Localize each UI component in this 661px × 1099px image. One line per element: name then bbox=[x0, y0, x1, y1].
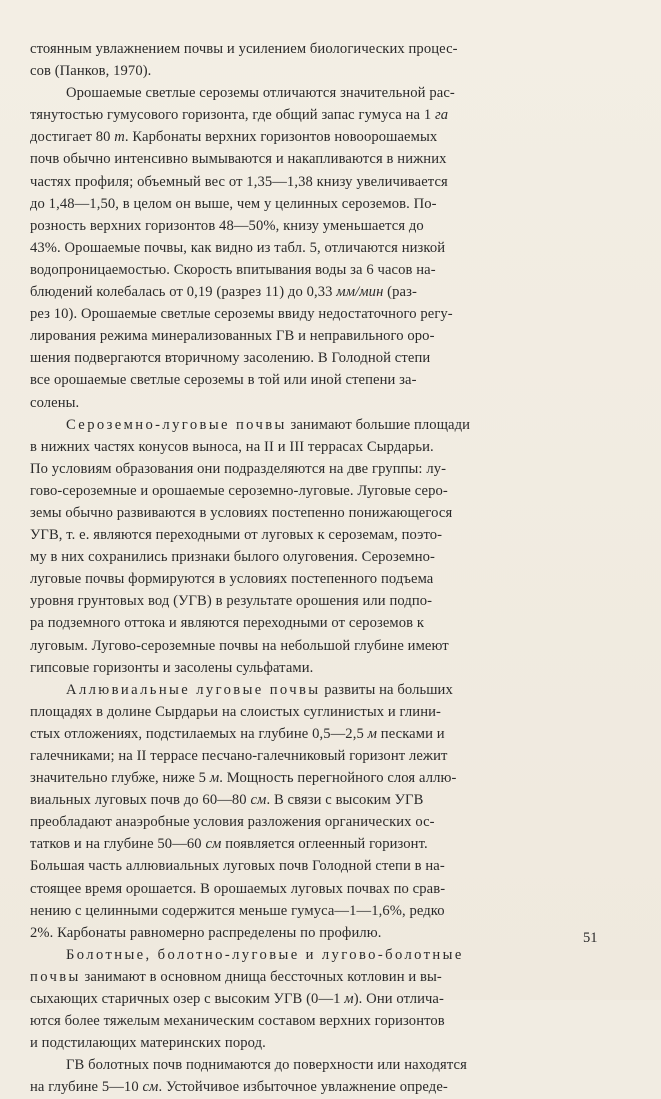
text-line bbox=[30, 82, 598, 104]
unit-italic: мм/мин bbox=[336, 284, 384, 301]
text-line bbox=[30, 281, 598, 303]
text-segment: песками и bbox=[377, 725, 445, 742]
text-line bbox=[30, 347, 598, 369]
text-line bbox=[30, 789, 598, 811]
text-segment: и подстилающих материнских пород. bbox=[30, 1035, 266, 1052]
text-segment: до 1,48—1,50, в целом он выше, чем у целинных сероземов. По- bbox=[30, 195, 437, 212]
text-segment: Орошаемые светлые сероземы отличаются значительной рас- bbox=[66, 85, 455, 102]
text-line bbox=[30, 524, 598, 546]
text-segment: развиты на больших bbox=[320, 681, 453, 698]
text-segment: Большая часть аллювиальных луговых почв Голодной степи в на- bbox=[30, 858, 445, 875]
text-segment: стоящее время орошается. В орошаемых луговых почвах по срав- bbox=[30, 880, 446, 897]
text-line bbox=[30, 1010, 598, 1032]
paragraph bbox=[30, 82, 598, 413]
text-line bbox=[30, 104, 598, 126]
text-segment: стоянным увлажнением почвы и усилением биологических процес- bbox=[30, 41, 458, 57]
text-line bbox=[30, 414, 598, 436]
text-segment: площадях в долине Сырдарьи на слоистых суглинистых и глини- bbox=[30, 703, 441, 720]
text-line bbox=[30, 679, 598, 701]
unit-italic: см bbox=[205, 836, 222, 853]
text-segment: сов (Панков, 1970). bbox=[30, 63, 152, 80]
text-segment: ). Они отлича- bbox=[353, 991, 444, 1008]
text-line bbox=[30, 480, 598, 502]
text-segment: му в них сохранились признаки былого олуговения. Сероземно- bbox=[30, 549, 435, 566]
text-line bbox=[30, 966, 598, 988]
text-line bbox=[30, 126, 598, 148]
unit-italic: га bbox=[435, 107, 449, 124]
unit-italic: м bbox=[344, 991, 354, 1008]
text-line bbox=[30, 855, 598, 877]
unit-italic: см bbox=[142, 1079, 159, 1096]
text-line bbox=[30, 546, 598, 568]
paragraph bbox=[30, 944, 598, 1054]
text-segment: (раз- bbox=[383, 284, 417, 301]
spaced-term: почвы bbox=[30, 968, 81, 985]
text-line bbox=[30, 60, 598, 82]
text-segment: ГВ болотных почв поднимаются до поверхности или находятся bbox=[66, 1057, 467, 1074]
text-segment: достигает 80 bbox=[30, 129, 115, 146]
text-line bbox=[30, 1054, 598, 1076]
text-line bbox=[30, 193, 598, 215]
text-segment: розность верхних горизонтов 48—50%, книзу уменьшается до bbox=[30, 217, 424, 234]
text-segment: земы обычно развиваются в условиях постепенно понижающегося bbox=[30, 504, 453, 521]
text-line bbox=[30, 303, 598, 325]
text-segment: . Мощность перегнойного слоя аллю- bbox=[219, 770, 457, 787]
text-line bbox=[30, 502, 598, 524]
paragraph bbox=[30, 38, 598, 82]
text-segment: стых отложениях, подстилаемых на глубине 0,5—2,5 bbox=[30, 725, 368, 742]
text-line bbox=[30, 259, 598, 281]
text-line bbox=[30, 1076, 598, 1098]
text-line bbox=[30, 590, 598, 612]
text-segment: появляется оглеенный горизонт. bbox=[221, 836, 428, 853]
text-line bbox=[30, 723, 598, 745]
paragraph bbox=[30, 679, 598, 944]
text-line bbox=[30, 171, 598, 193]
text-line bbox=[30, 701, 598, 723]
spaced-term: Сероземно-луговые почвы bbox=[66, 416, 287, 433]
text-segment: водопроницаемостью. Скорость впитывания воды за 6 часов на- bbox=[30, 261, 436, 278]
text-segment: блюдений колебалась от 0,19 (разрез 11) до 0,33 bbox=[30, 284, 337, 301]
text-segment: на глубине 5—10 bbox=[30, 1079, 143, 1096]
text-segment: значительно глубже, ниже 5 bbox=[30, 770, 210, 787]
text-segment: нению с целинными содержится меньше гумуса—1—1,6%, редко bbox=[30, 902, 445, 919]
text-segment: почв обычно интенсивно вымываются и накапливаются в нижних bbox=[30, 151, 447, 168]
spaced-term: Болотные, болотно-луговые и лугово-болотные bbox=[66, 946, 464, 963]
text-line bbox=[30, 657, 598, 679]
text-line bbox=[30, 325, 598, 347]
text-segment: виальных луговых почв до 60—80 bbox=[30, 792, 251, 809]
text-segment: в нижних частях конусов выноса, на II и III террасах Сырдарьи. bbox=[30, 438, 434, 455]
text-line bbox=[30, 811, 598, 833]
text-segment: ра подземного оттока и являются переходными от сероземов к bbox=[30, 615, 425, 632]
text-segment: лирования режима минерализованных ГВ и неправильного оро- bbox=[30, 328, 435, 345]
text-segment: занимают большие площади bbox=[286, 416, 471, 433]
text-line bbox=[30, 436, 598, 458]
text-segment: занимают в основном днища бессточных котловин и вы- bbox=[80, 968, 442, 985]
text-segment: луговые почвы формируются в условиях постепенного подъема bbox=[30, 571, 434, 588]
text-segment: По условиям образования они подразделяются на две группы: лу- bbox=[30, 460, 447, 477]
text-line bbox=[30, 878, 598, 900]
text-segment: 43%. Орошаемые почвы, как видно из табл. 5, отличаются низкой bbox=[30, 239, 446, 256]
text-line bbox=[30, 237, 598, 259]
text-segment: луговым. Лугово-сероземные почвы на небольшой глубине имеют bbox=[30, 637, 449, 654]
text-line bbox=[30, 215, 598, 237]
text-segment: . Устойчивое избыточное увлажнение опреде- bbox=[158, 1079, 448, 1096]
text-segment: солены. bbox=[30, 394, 80, 411]
text-segment: гово-сероземные и орошаемые сероземно-луговые. Луговые серо- bbox=[30, 482, 448, 499]
body-text bbox=[30, 38, 598, 1099]
text-line bbox=[30, 392, 598, 414]
text-segment: галечниками; на II террасе песчано-галечниковый горизонт лежит bbox=[30, 748, 448, 764]
text-segment: сыхающих старичных озер с высоким УГВ (0—1 bbox=[30, 991, 345, 1008]
text-segment: ются более тяжелым механическим составом верхних горизонтов bbox=[30, 1013, 445, 1030]
unit-italic: м bbox=[367, 725, 378, 742]
unit-italic: т bbox=[114, 129, 125, 146]
text-line bbox=[30, 988, 598, 1010]
text-line bbox=[30, 900, 598, 922]
text-line bbox=[30, 38, 598, 60]
text-segment: гипсовые горизонты и засолены сульфатами. bbox=[30, 659, 314, 676]
page-number: 51 bbox=[583, 930, 598, 946]
text-line bbox=[30, 922, 598, 944]
text-line bbox=[30, 833, 598, 855]
text-segment: преобладают анаэробные условия разложения органических ос- bbox=[30, 814, 435, 831]
unit-italic: м bbox=[209, 770, 220, 787]
text-segment: тянутостью гумусового горизонта, где общий запас гумуса на 1 bbox=[30, 107, 435, 124]
text-segment: татков и на глубине 50—60 bbox=[30, 836, 206, 853]
text-segment: 2%. Карбонаты равномерно распределены по профилю. bbox=[30, 924, 382, 941]
text-line bbox=[30, 1032, 598, 1054]
text-line bbox=[30, 568, 598, 590]
paragraph bbox=[30, 1054, 598, 1098]
text-line bbox=[30, 635, 598, 657]
text-segment: рез 10). Орошаемые светлые сероземы ввиду недостаточного регу- bbox=[30, 306, 453, 323]
text-segment: шения подвергаются вторичному засолению. В Голодной степи bbox=[30, 350, 431, 367]
text-line bbox=[30, 369, 598, 391]
text-segment: уровня грунтовых вод (УГВ) в результате орошения или подпо- bbox=[30, 593, 433, 610]
text-line bbox=[30, 458, 598, 480]
text-line bbox=[30, 944, 598, 966]
text-segment: . Карбонаты верхних горизонтов новоорошаемых bbox=[124, 129, 438, 146]
text-segment: частях профиля; объемный вес от 1,35—1,38 книзу увеличивается bbox=[30, 173, 448, 190]
text-line bbox=[30, 148, 598, 170]
text-segment: УГВ, т. е. являются переходными от луговых к сероземам, поэто- bbox=[30, 527, 443, 544]
spaced-term: Аллювиальные луговые почвы bbox=[66, 681, 321, 698]
text-line bbox=[30, 767, 598, 789]
text-segment: все орошаемые светлые сероземы в той или иной степени за- bbox=[30, 372, 417, 389]
text-line bbox=[30, 612, 598, 634]
text-segment: . В связи с высоким УГВ bbox=[266, 792, 424, 809]
paragraph bbox=[30, 414, 598, 679]
text-line bbox=[30, 745, 598, 767]
unit-italic: см bbox=[250, 792, 267, 809]
